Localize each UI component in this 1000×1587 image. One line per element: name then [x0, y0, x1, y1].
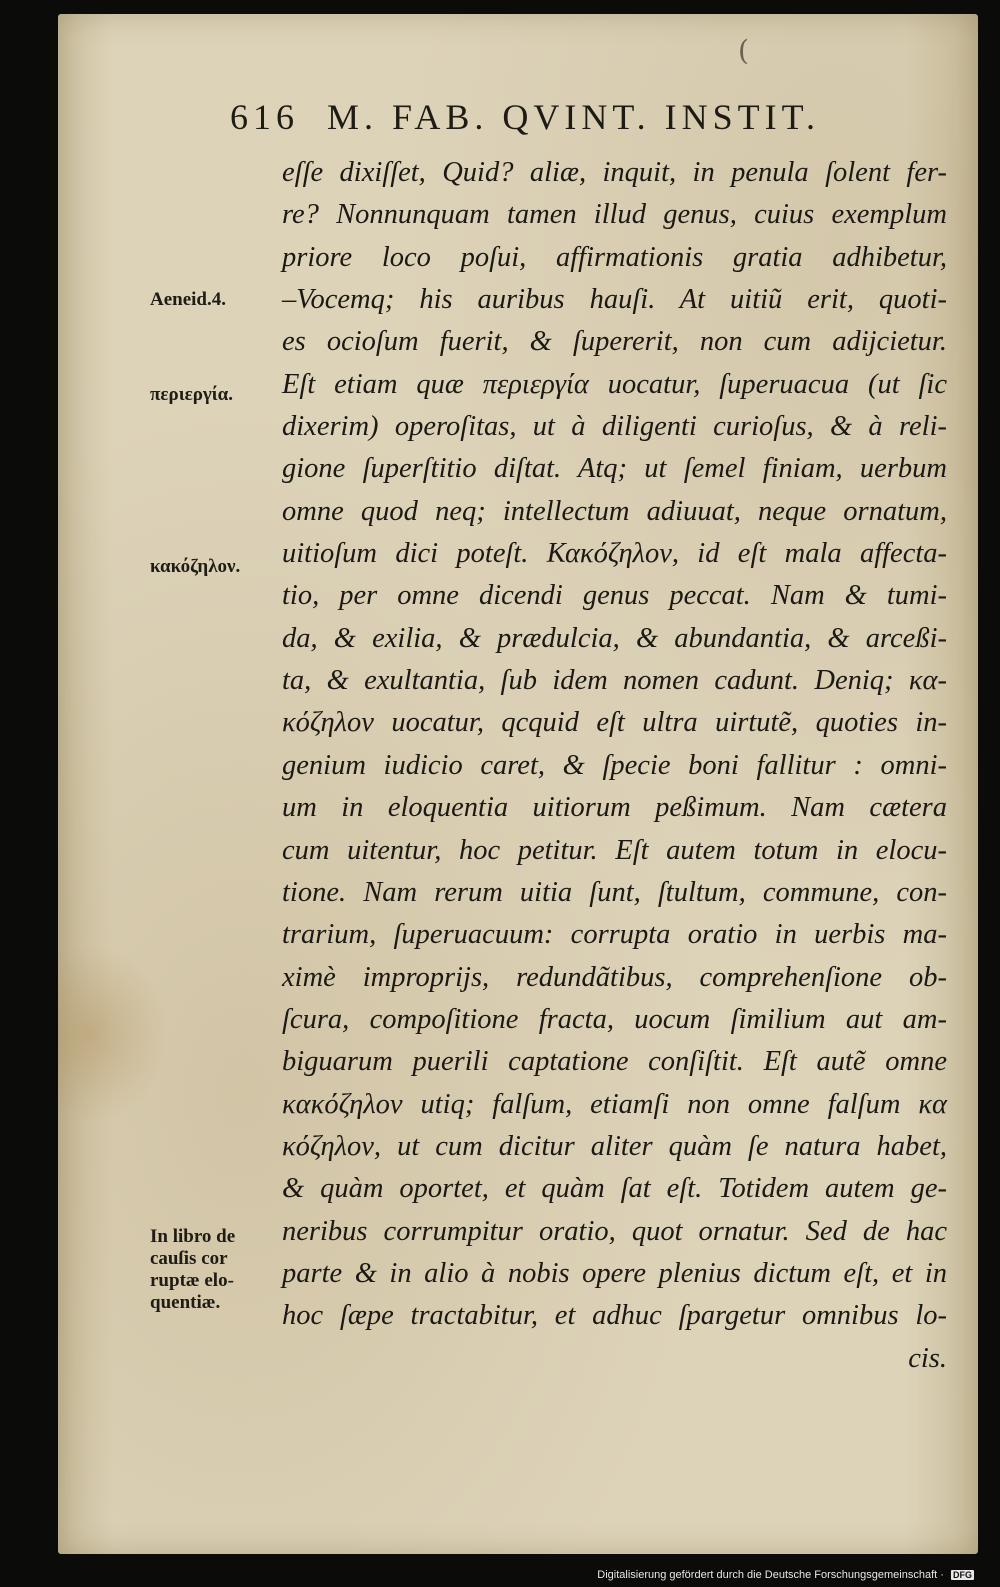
spine-mark: (	[738, 34, 749, 67]
margin-note-in-libro	[150, 1226, 235, 1314]
text-line: & quàm oportet, et quàm ſat eſt. Totidem autem ge-	[282, 1173, 947, 1205]
text-line: κόζηλον uocatur, qcquid eſt ultra uirtutẽ, quoties in-	[282, 707, 947, 739]
text-line: ximè improprijs, redundãtibus, comprehenſione ob-	[282, 961, 947, 993]
margin-note-line: κακόζηλον.	[150, 556, 241, 577]
text-line: hoc ſæpe tractabitur, et adhuc ſpargetur omnibus lo-	[282, 1300, 947, 1332]
page-number: 616	[230, 97, 299, 137]
text-line: es ocioſum fuerit, & ſupererit, non cum adijcietur.	[282, 326, 947, 358]
text-line: parte & in alio à nobis opere plenius dictum eſt, et in	[282, 1257, 947, 1289]
margin-note-line: περιεργία.	[150, 384, 234, 405]
running-head	[230, 96, 930, 138]
text-line: priore loco poſui, affirmationis gratia adhibetur,	[282, 241, 947, 273]
text-line: eſſe dixiſſet, Quid? aliæ, inquit, in penula ſolent fer-	[282, 157, 947, 188]
body-text	[282, 152, 947, 1380]
digitization-credit	[597, 1569, 974, 1581]
running-title: M. FAB. QVINT. INSTIT.	[327, 97, 820, 137]
text-line: gione ſuperſtitio diſtat. Atq; ut ſemel finiam, uerbum	[282, 453, 947, 485]
text-line: cum uitentur, hoc petitur. Eſt autem totum in elocu-	[282, 834, 947, 866]
margin-note-periergia	[150, 384, 233, 406]
dfg-logo: DFG	[953, 1570, 972, 1580]
text-line: neribus corrumpitur oratio, quot ornatur. Sed de hac	[282, 1215, 947, 1247]
text-line: κακόζηλον utiq; falſum, etiamſi non omne falſum κα	[282, 1088, 947, 1120]
text-line: ta, & exultantia, ſub idem nomen cadunt. Deniq; κα-	[282, 665, 947, 697]
text-line: Eſt etiam quæ περιεργία uocatur, ſuperuacua (ut ſic	[282, 368, 947, 400]
text-line: tio, per omne dicendi genus peccat. Nam & tumi-	[282, 580, 947, 612]
text-line: da, & exilia, & prædulcia, & abundantia, & arceßi-	[282, 622, 947, 654]
margin-note-line: Aeneid.4.	[150, 289, 226, 310]
text-line: tione. Nam rerum uitia ſunt, ſtultum, commune, con-	[282, 876, 947, 908]
credit-text: Digitalisierung gefördert durch die Deutsche Forschungsgemeinschaft ·	[597, 1569, 944, 1581]
margin-note-line: quentiæ.	[150, 1292, 221, 1313]
text-line: trarium, ſuperuacuum: corrupta oratio in uerbis ma-	[282, 919, 947, 951]
text-line: re? Nonnunquam tamen illud genus, cuius exemplum	[282, 199, 947, 231]
margin-note-line: In libro de	[150, 1226, 236, 1247]
text-line: um in eloquentia uitiorum peßimum. Nam cætera	[282, 792, 947, 824]
text-line: ſcura, compoſitione fracta, uocum ſimilium aut am-	[282, 1003, 947, 1035]
water-stain	[58, 944, 168, 1124]
text-line: genium iudicio caret, & ſpecie boni fallitur : omni-	[282, 749, 947, 781]
text-line: cis.	[908, 1342, 947, 1374]
text-line: –Vocemq; his auribus hauſi. At uitiũ erit, quoti-	[282, 284, 947, 316]
margin-note-kakozelon	[150, 556, 240, 578]
margin-note-line: ruptæ elo-	[150, 1270, 234, 1291]
text-line: biguarum puerili captatione conſiſtit. Eſt autẽ omne	[282, 1046, 947, 1078]
margin-note-aeneid	[150, 289, 226, 311]
text-line: omne quod neq; intellectum adiuuat, neque ornatum,	[282, 495, 947, 527]
margin-note-line: cauſis cor	[150, 1248, 228, 1269]
text-line: uitioſum dici poteſt. Κακόζηλον, id eſt mala affecta-	[282, 538, 947, 570]
text-line: dixerim) operoſitas, ut à diligenti curioſus, & à reli-	[282, 411, 947, 443]
text-line: κόζηλον, ut cum dicitur aliter quàm ſe natura habet,	[282, 1130, 947, 1162]
